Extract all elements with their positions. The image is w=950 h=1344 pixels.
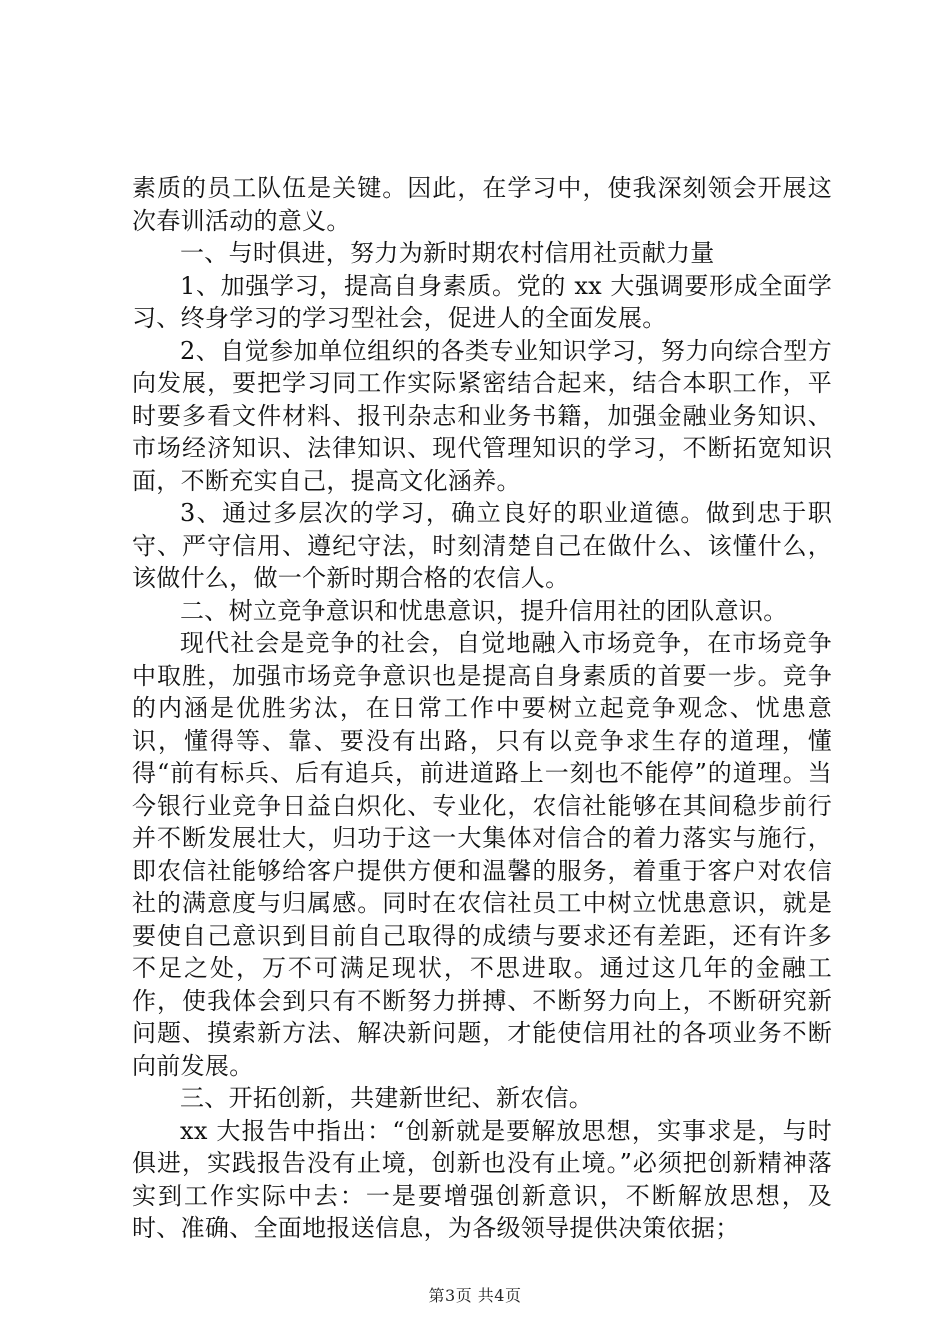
paragraph-continuation: 素质的员工队伍是关键。因此，在学习中，使我深刻领会开展这次春训活动的意义。 [132,174,832,235]
page-footer: 第3页 共4页 [428,1286,522,1305]
paragraph-item-3: 3、通过多层次的学习，确立良好的职业道德。做到忠于职守、严守信用、遵纪守法，时刻清楚自己在做什么、该懂什么，该做什么，做一个新时期合格的农信人。 [132,499,832,592]
paragraph-innovation: xx 大报告中指出：“创新就是要解放思想，实事求是，与时俱进，实践报告没有止境，创新也没有止境。”必须把创新精神落实到工作实际中去：一是要增强创新意识，不断解放思想，及时、准确、全面地报送信息，为各级领导提供决策依据； [132,1116,832,1242]
paragraph-competition: 现代社会是竞争的社会，自觉地融入市场竞争，在市场竞争中取胜，加强市场竞争意识也是提高自身素质的首要一步。竞争的内涵是优胜劣汰，在日常工作中要树立起竞争观念、忧患意识，懂得等、靠、要没有出路，只有以竞争求生存的道理，懂得“前有标兵、后有追兵，前进道路上一刻也不能停”的道理。当今银行业竞争日益白炽化、专业化，农信社能够在其间稳步前行并不断发展壮大，归功于这一大集体对信合的着力落实与施行，即农信社能够给客户提供方便和温馨的服务，着重于客户对农信社的满意度与归属感。同时在农信社员工中树立忧患意识，就是要使自己意识到目前自己取得的成绩与要求还有差距，还有许多不足之处，万不可满足现状，不思进取。通过这几年的金融工作，使我体会到只有不断努力拼搏、不断努力向上，不断研究新问题、摸索新方法、解决新问题，才能使信用社的各项业务不断向前发展。 [132,629,832,1080]
paragraph-item-2: 2、自觉参加单位组织的各类专业知识学习，努力向综合型方向发展，要把学习同工作实际紧密结合起来，结合本职工作，平时要多看文件材料、报刊杂志和业务书籍，加强金融业务知识、市场经济知识、法律知识、现代管理知识的学习，不断拓宽知识面，不断充实自己，提高文化涵养。 [132,336,832,495]
section-heading-2: 二、树立竞争意识和忧患意识，提升信用社的团队意识。 [180,596,788,625]
section-heading-1: 一、与时俱进，努力为新时期农村信用社贡献力量 [180,239,715,267]
document-body [132,172,832,1245]
paragraph-item-1: 1、加强学习，提高自身素质。党的 xx 大强调要形成全面学习、终身学习的学习型社会，促进人的全面发展。 [132,271,832,332]
section-heading-3: 三、开拓创新，共建新世纪、新农信。 [180,1084,594,1112]
